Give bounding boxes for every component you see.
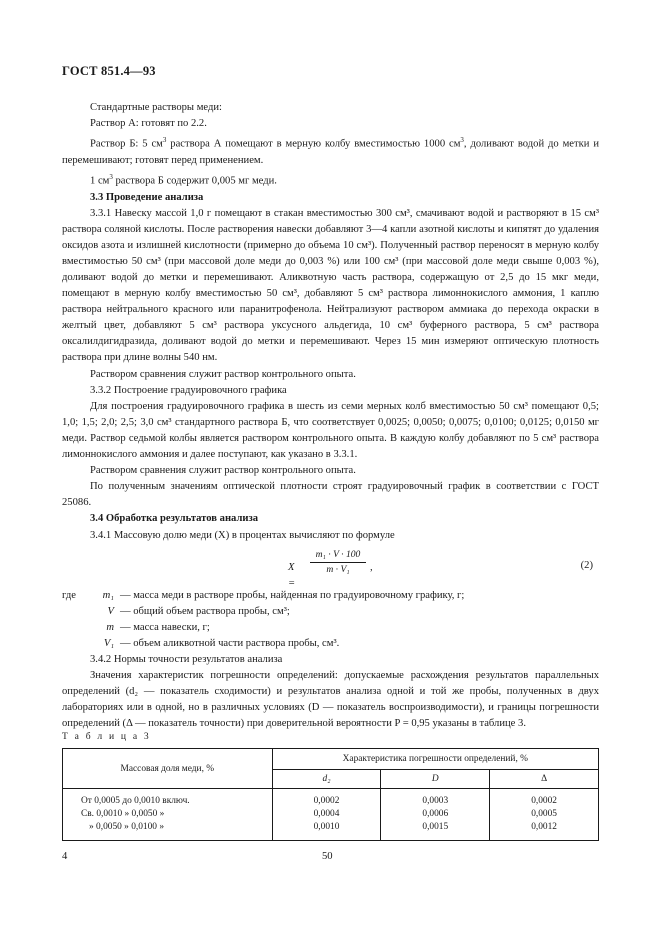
- accuracy-table: [62, 748, 599, 841]
- formula-block: [62, 544, 599, 588]
- cell-d2-column: [272, 789, 381, 841]
- formula-comma: ,: [370, 561, 373, 573]
- legend-lead: где: [62, 589, 76, 601]
- paragraph: Для построения градуировочного графика в шесть из семи мерных колб вместимостью 50 см³ помещают 0,5; 1,0; 1,5; 2,0; 2,5; 3,0 см³ стандартного раствора Б, что соответствует 0,0025; 0,0050; 0,0075; 0,0100; 0,0125; 0,0150 мг меди. Раствор седьмой колбы является раствором контрольного опыта. В каждую колбу добавляют по 5 см³ раствора лимоннокислого аммония и далее поступают, как указано в 3.3.1.: [62, 400, 599, 461]
- footer-sheet-number: 50: [322, 851, 333, 862]
- section-heading: 3.4 Обработка результатов анализа: [90, 513, 259, 525]
- paragraph: Значения характеристик погрешности определений: допускаемые расхождения результатов параллельных определений (d₂ — показатель сходимости) и результатов анализа одной и той же пробы, полученных в двух лабораториях или в одной, но в различных условиях (D — показатель воспроизводимости), и границы погрешности определений (Δ — показатель точности) при доверительной вероятности P = 0,95 указаны в таблице 3.: [62, 670, 599, 730]
- range-value: Св. 0,0010 » 0,0050 »: [81, 809, 165, 819]
- range-value: » 0,0050 » 0,0100 »: [89, 822, 164, 832]
- paragraph: По полученным значениям оптической плотности строят градуировочный график в соответствии с ГОСТ 25086.: [62, 481, 599, 509]
- legend-text: — масса навески, г;: [120, 621, 210, 633]
- formula-numerator: m₁ · V · 100: [310, 548, 366, 563]
- table-header-row: [63, 749, 599, 770]
- header-cell-D: D: [381, 770, 490, 789]
- delta-value: 0,0005: [531, 809, 557, 819]
- header-cell-group: Характеристика погрешности определений, %: [272, 749, 598, 770]
- paragraph: 3.4.1 Массовую долю меди (X) в процентах вычисляют по формуле: [90, 529, 395, 541]
- page-header: ГОСТ 851.4—93: [62, 64, 156, 78]
- paragraph: 1 $см^3$ раствора Б содержит 0,005 мг меди.: [90, 172, 277, 187]
- legend-row: [62, 588, 599, 604]
- paragraph: Раствором сравнения служит раствор контрольного опыта.: [90, 368, 356, 380]
- legend-text: — объем аликвотной части раствора пробы, см³.: [120, 637, 340, 649]
- table-title: Т а б л и ц а 3: [62, 731, 151, 742]
- section-heading: 3.3 Проведение анализа: [90, 191, 204, 203]
- paragraph: Раствор А: готовят по 2.2.: [90, 118, 207, 130]
- paragraph: Стандартные растворы меди:: [90, 102, 222, 113]
- footer-page-number: 4: [62, 851, 68, 862]
- legend-symbol: m: [106, 621, 114, 633]
- legend-row: [62, 604, 599, 620]
- D-value: 0,0003: [422, 796, 449, 806]
- legend-row: [62, 636, 599, 652]
- d2-value: 0,0002: [313, 796, 340, 806]
- paragraph: Раствор Б: 5 $см^3$ раствора А помещают в мерную колбу вместимостью 1000 $см^3$, доливают водой до метки и перемешивают; готовят перед применением.: [62, 136, 600, 166]
- legend-text: — масса меди в растворе пробы, найденная по градуировочному графику, г;: [120, 589, 465, 601]
- cell-D-column: [381, 789, 490, 841]
- paragraph: Раствором сравнения служит раствор контрольного опыта.: [90, 465, 356, 477]
- subsection-heading: 3.4.2 Нормы точности результатов анализа: [90, 653, 283, 665]
- d2-value: 0,0004: [313, 809, 340, 819]
- range-value: От 0,0005 до 0,0010 включ.: [81, 796, 190, 806]
- legend-symbol: V₁: [103, 637, 114, 649]
- legend-text: — общий объем раствора пробы, см³;: [120, 605, 290, 617]
- cell-delta-column: [490, 789, 599, 841]
- document-body: [62, 100, 599, 732]
- paragraph: 3.3.1 Навеску массой 1,0 г помещают в стакан вместимостью 300 см³, смачивают водой и растворяют в 15 см³ раствора соляной кислоты. После растворения навески добавляют 3—4 капли азотной кислоты и кипятят до удаления оксидов азота и излишней кислотности (примерно до объема 10 см³). Полученный раствор переносят в мерную колбу вместимостью 50 см³ (при массовой доле меди до 0,003 %) или 100 см³ (при массовой доле меди свыше 0,003 %), доливают водой до метки и перемешивают. Аликвотную часть раствора, содержащую от 2,5 до 15 мкг меди, помещают в мерную колбу вместимостью 50 см³, добавляют 5 см³ раствора лимоннокислого аммония, 1 каплю раствора нейтрального красного или паранитрофенола. Нейтрализуют раствором аммиака до перехода окраски в желтый цвет, добавляют 5 см³ раствора уксусного альдегида, 10 см³ буферного раствора, 5 см³ раствора оксалилдигидразида, доливают водой до метки и перемешивают. Через 15 мин измеряют оптическую плотность раствора при длине волны 540 нм.: [62, 207, 599, 364]
- table-row: [63, 789, 599, 841]
- legend-symbol: V: [107, 605, 114, 617]
- formula-fraction: [310, 548, 366, 576]
- D-value: 0,0006: [422, 809, 449, 819]
- formula-legend: [62, 588, 599, 652]
- subsection-heading: 3.3.2 Построение градуировочного графика: [90, 384, 287, 396]
- d2-value: 0,0010: [313, 822, 340, 832]
- legend-row: [62, 620, 599, 636]
- D-value: 0,0015: [422, 822, 449, 832]
- cell-range-column: [63, 789, 273, 841]
- equation-number: (2): [580, 559, 593, 571]
- formula-lhs: X =: [288, 561, 296, 589]
- delta-value: 0,0002: [531, 796, 557, 806]
- formula-denominator: m · V₁: [326, 563, 350, 575]
- header-cell-d2: d₂: [272, 770, 381, 789]
- legend-symbol: m₁: [102, 589, 114, 601]
- header-cell-mass-fraction: Массовая доля меди, %: [63, 749, 273, 789]
- delta-value: 0,0012: [531, 822, 557, 832]
- header-cell-delta: Δ: [490, 770, 599, 789]
